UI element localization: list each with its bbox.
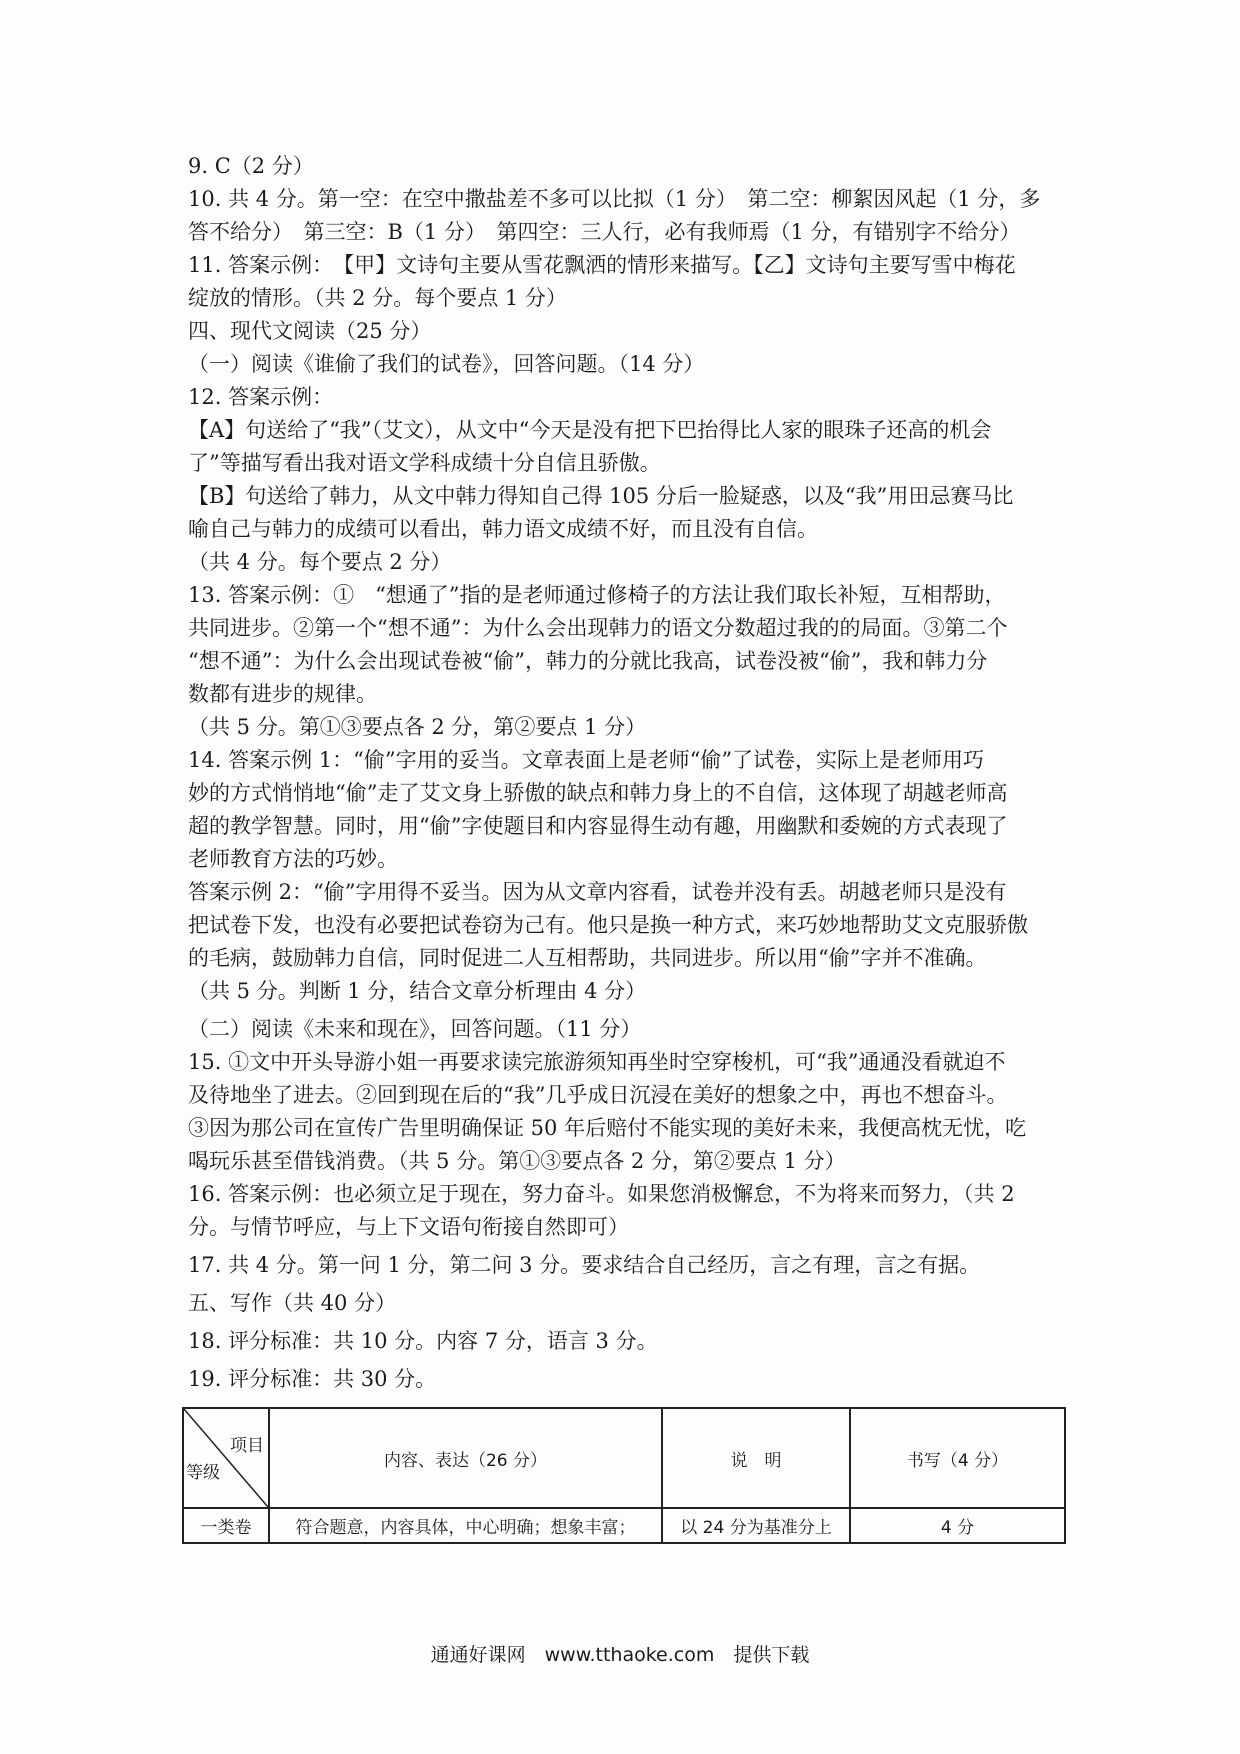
answer-line: 妙的方式悄悄地“偷”走了艾文身上骄傲的缺点和韩力身上的不自信，这体现了胡越老师高 (188, 781, 1008, 805)
cell-note: 以 24 分为基准分上 (662, 1508, 850, 1543)
answer-line: ③因为那公司在宣传广告里明确保证 50 年后赔付不能实现的美好未来，我便高枕无忧，吃 (188, 1116, 1027, 1140)
answer-line: 14. 答案示例 1：“偷”字用的妥当。文章表面上是老师“偷”了试卷，实际上是老师用巧 (188, 748, 985, 772)
corner-label-grade: 等级 (186, 1463, 220, 1483)
cell-content: 符合题意，内容具体，中心明确；想象丰富； (269, 1508, 662, 1543)
answer-line: （共 5 分。第①③要点各 2 分，第②要点 1 分） (188, 715, 647, 739)
header-content: 内容、表达（26 分） (269, 1408, 662, 1508)
answer-line: （共 5 分。判断 1 分，结合文章分析理由 4 分） (188, 979, 647, 1003)
answer-line: 答不给分） 第三空：B（1 分） 第四空：三人行，必有我师焉（1 分，有错别字不给分） (188, 220, 1021, 244)
answer-line: 17. 共 4 分。第一问 1 分，第二问 3 分。要求结合自己经历，言之有理，言之有据。 (188, 1253, 981, 1277)
answer-line: 超的教学智慧。同时，用“偷”字使题目和内容显得生动有趣，用幽默和委婉的方式表现了 (188, 814, 1008, 838)
answer-line: 及待地坐了进去。②回到现在后的“我”几乎成日沉浸在美好的想象之中，再也不想奋斗。 (188, 1083, 1008, 1107)
grading-table (182, 1407, 1066, 1544)
answer-line: 15. ①文中开头导游小姐一再要求读完旅游须知再坐时空穿梭机，可“我”通通没看就迫不 (188, 1050, 1006, 1074)
answer-text (188, 150, 1056, 1396)
subsection-heading: （一）阅读《谁偷了我们的试卷》，回答问题。（14 分） (188, 352, 705, 376)
table-corner-cell (183, 1408, 269, 1508)
answer-line: 的毛病，鼓励韩力自信，同时促进二人互相帮助，共同进步。所以用“偷”字并不准确。 (188, 946, 987, 970)
answer-line: 【B】句送给了韩力，从文中韩力得知自己得 105 分后一脸疑惑，以及“我”用田忌赛马比 (188, 484, 1014, 508)
answer-line: 11. 答案示例： 【甲】文诗句主要从雪花飘洒的情形来描写。【乙】文诗句主要写雪中梅花 (188, 253, 1016, 277)
answer-line: 喻自己与韩力的成绩可以看出，韩力语文成绩不好，而且没有自信。 (188, 517, 818, 541)
answer-line: 共同进步。②第一个“想不通”：为什么会出现韩力的语文分数超过我的的局面。③第二个 (188, 616, 1008, 640)
page-footer: 通通好课网 www.tthaoke.com 提供下载 (430, 1644, 810, 1666)
answer-line: 19. 评分标准：共 30 分。 (188, 1367, 437, 1391)
table-header-row (183, 1408, 1065, 1508)
answer-line: 答案示例 2：“偷”字用得不妥当。因为从文章内容看，试卷并没有丢。胡越老师只是没有 (188, 880, 1007, 904)
answer-line: “想不通”：为什么会出现试卷被“偷”，韩力的分就比我高，试卷没被“偷”，我和韩力分 (188, 649, 988, 673)
section-heading: 四、现代文阅读（25 分） (188, 319, 432, 343)
answer-line: （共 4 分。每个要点 2 分） (188, 550, 452, 574)
answer-line: 18. 评分标准：共 10 分。内容 7 分，语言 3 分。 (188, 1329, 658, 1353)
corner-label-item: 项目 (230, 1436, 264, 1456)
answer-line: 9. C（2 分） (188, 154, 314, 178)
answer-line: 13. 答案示例：① “想通了”指的是老师通过修椅子的方法让我们取长补短，互相帮助， (188, 583, 1006, 607)
answer-line: 把试卷下发，也没有必要把试卷窃为己有。他只是换一种方式，来巧妙地帮助艾文克服骄傲 (188, 913, 1028, 937)
answer-line: 12. 答案示例： (188, 385, 334, 409)
table-row (183, 1508, 1065, 1543)
answer-line: 数都有进步的规律。 (188, 682, 377, 706)
answer-line: 16. 答案示例：也必须立足于现在，努力奋斗。如果您消极懈怠，不为将来而努力，（共 2 (188, 1182, 1015, 1206)
subsection-heading: （二）阅读《未来和现在》，回答问题。（11 分） (188, 1017, 642, 1041)
header-note: 说 明 (662, 1408, 850, 1508)
answer-line: 喝玩乐甚至借钱消费。（共 5 分。第①③要点各 2 分，第②要点 1 分） (188, 1149, 846, 1173)
section-heading: 五、写作（共 40 分） (188, 1291, 397, 1315)
cell-grade: 一类卷 (183, 1508, 269, 1543)
cell-writing: 4 分 (850, 1508, 1065, 1543)
answer-line: 了”等描写看出我对语文学科成绩十分自信且骄傲。 (188, 451, 661, 475)
answer-line: 【A】句送给了“我”（艾文），从文中“今天是没有把下巴抬得比人家的眼珠子还高的机会 (188, 418, 992, 442)
answer-line: 绽放的情形。（共 2 分。每个要点 1 分） (188, 286, 567, 310)
header-writing: 书写（4 分） (850, 1408, 1065, 1508)
answer-line: 10. 共 4 分。第一空：在空中撒盐差不多可以比拟（1 分） 第二空：柳絮因风起（1 分，多 (188, 187, 1041, 211)
answer-line: 分。与情节呼应，与上下文语句衔接自然即可） (188, 1215, 629, 1239)
answer-line: 老师教育方法的巧妙。 (188, 847, 398, 871)
